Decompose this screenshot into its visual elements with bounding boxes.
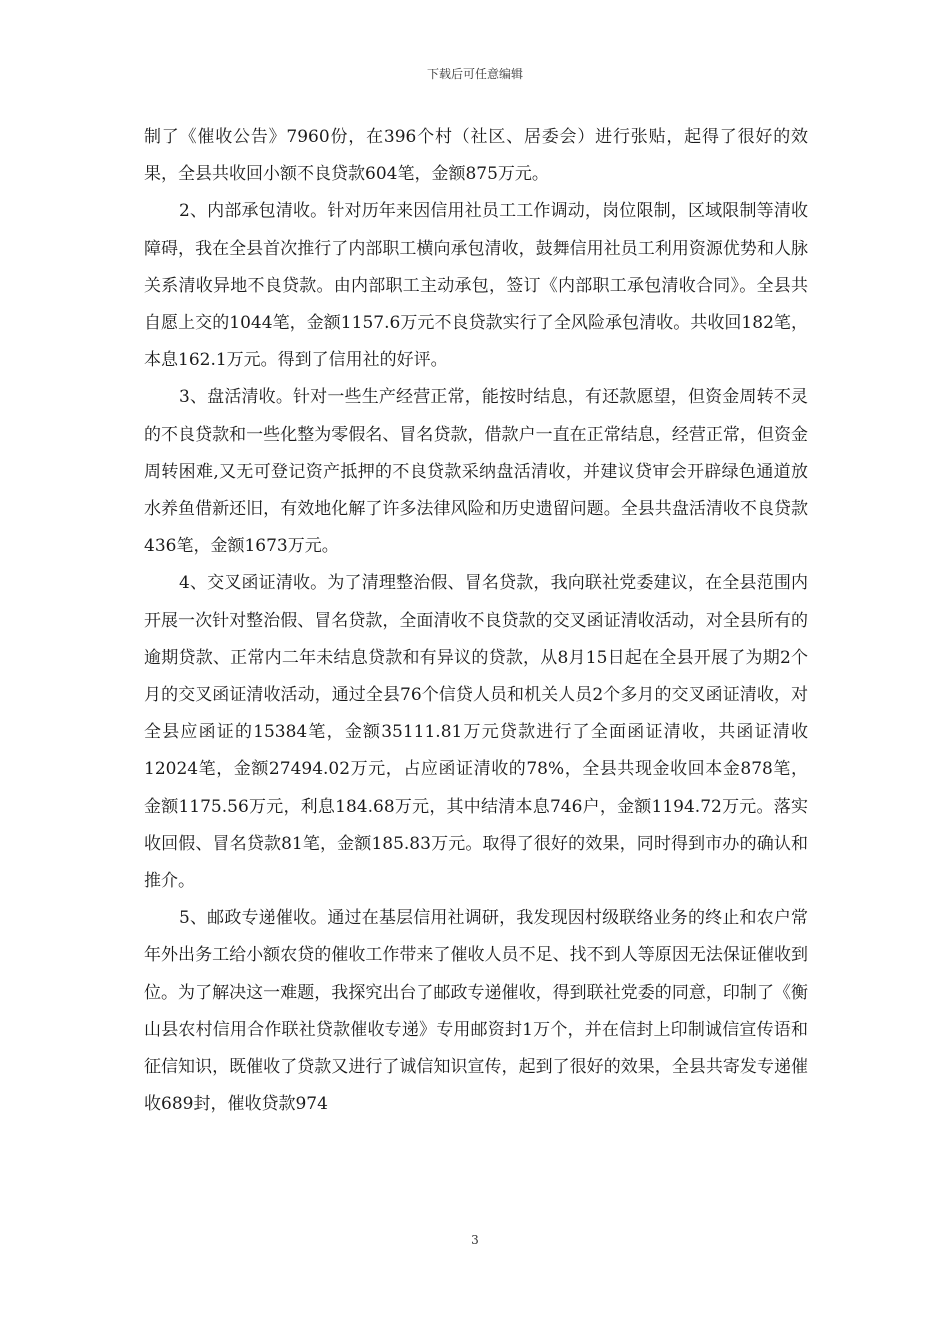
page-header: 下载后可任意编辑 <box>426 67 523 81</box>
document-body <box>144 119 808 1123</box>
page-number: 3 <box>471 1233 479 1247</box>
paragraph-revitalize: 3、盘活清收。针对一些生产经营正常，能按时结息，有还款愿望，但资金周转不灵的不良贷款和一些化整为零假名、冒名贷款，借款户一直在正常结息，经营正常，但资金周转困难,又无可登记资产抵押的不良贷款采纳盘活清收，并建议贷审会开辟绿色通道放水养鱼借新还旧，有效地化解了许多法律风险和历史遗留问题。全县共盘活清收不良贷款436笔，金额1673万元。 <box>144 387 808 557</box>
paragraph-continuation: 制了《催收公告》7960份，在396个村（社区、居委会）进行张贴，起得了很好的效果，全县共收回小额不良贷款604笔，金额875万元。 <box>144 127 808 185</box>
paragraph-postal-express: 5、邮政专递催收。通过在基层信用社调研，我发现因村级联络业务的终止和农户常年外出务工给小额农贷的催收工作带来了催收人员不足、找不到人等原因无法保证催收到位。为了解决这一难题，我探究出台了邮政专递催收，得到联社党委的同意，印制了《衡山县农村信用合作联社贷款催收专递》专用邮资封1万个，并在信封上印制诚信宣传语和征信知识，既催收了贷款又进行了诚信知识宣传，起到了很好的效果，全县共寄发专递催收689封，催收贷款974 <box>144 908 808 1115</box>
paragraph-cross-verification: 4、交叉函证清收。为了清理整治假、冒名贷款，我向联社党委建议，在全县范围内开展一次针对整治假、冒名贷款，全面清收不良贷款的交叉函证清收活动，对全县所有的逾期贷款、正常内二年未结息贷款和有异议的贷款，从8月15日起在全县开展了为期2个月的交叉函证清收活动，通过全县76个信贷人员和机关人员2个多月的交叉函证清收，对全县应函证的15384笔，金额35111.81万元贷款进行了全面函证清收，共函证清收12024笔，金额27494.02万元，占应函证清收的78%，全县共现金收回本金878笔，金额1175.56万元，利息184.68万元，其中结清本息746户，金额1194.72万元。落实收回假、冒名贷款81笔，金额185.83万元。取得了很好的效果，同时得到市办的确认和推介。 <box>144 573 808 892</box>
paragraph-internal-contract: 2、内部承包清收。针对历年来因信用社员工工作调动，岗位限制，区域限制等清收障碍，我在全县首次推行了内部职工横向承包清收，鼓舞信用社员工利用资源优势和人脉关系清收异地不良贷款。由内部职工主动承包，签订《内部职工承包清收合同》。全县共自愿上交的1044笔，金额1157.6万元不良贷款实行了全风险承包清收。共收回182笔，本息162.1万元。得到了信用社的好评。 <box>144 201 808 371</box>
